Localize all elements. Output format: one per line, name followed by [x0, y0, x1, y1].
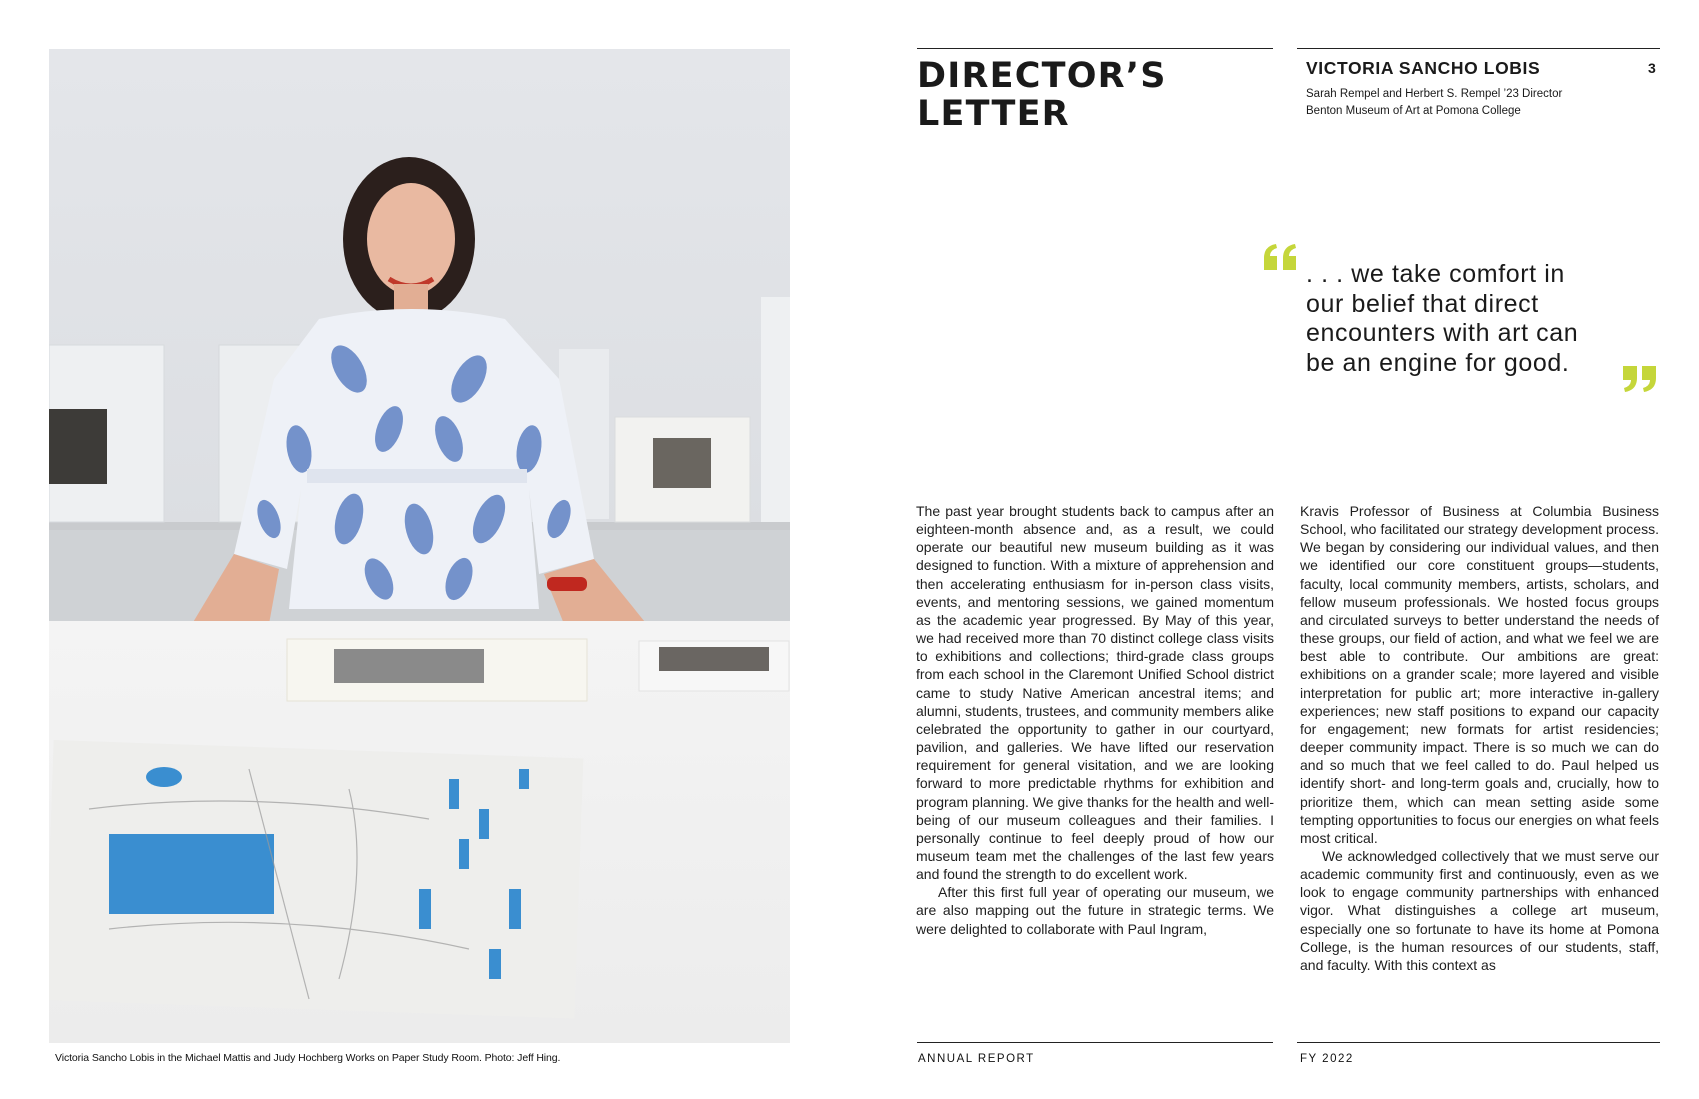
pull-quote-line4: be an engine for good. [1306, 348, 1570, 377]
portrait-illustration [49, 49, 790, 1043]
body-paragraph: Kravis Professor of Business at Columbia Business School, who facilitated our strategy development process. We began by considering our individual values, and then we identified our core constituent groups—students, faculty, local community members, artists, scholars, and fellow museum professionals. We hosted focus groups and circulated surveys to better understand the needs of these groups, our field of action, and what we feel we are best able to contribute. Our ambitions are great: exhibitions on a grander scale; more layered and visible interpretation for public art; more interactive in-gallery experiences; new staff positions to expand our capacity for engagement; new formats for artist residencies; deeper community impact. There is so much we can do and so much that we feel called to do. Paul helped us identify short- and long-term goals and, crucially, how to prioritize them, which can mean setting aside some tempting opportunities to focus our energies on what feels most critical. [1300, 503, 1659, 846]
pull-quote [1306, 260, 1656, 378]
pull-quote-line2: our belief that direct [1306, 289, 1539, 318]
author-name: VICTORIA SANCHO LOBIS [1306, 58, 1541, 78]
page-title-line2: LETTER [917, 94, 1070, 134]
footer-rule-right [1297, 1042, 1660, 1043]
author-title-line2: Benton Museum of Art at Pomona College [1306, 105, 1521, 117]
body-paragraph: We acknowledged collectively that we must serve our academic community first and continuously, even as we look to engage community partnerships with enhanced vigor. What distinguishes a college art museum, especially one so fortunate to have its home at Pomona College, is the human resources of our students, staff, and faculty. With this context as [1300, 847, 1659, 973]
photo-caption: Victoria Sancho Lobis in the Michael Mattis and Judy Hochberg Works on Paper Study Room. Photo: Jeff Hing. [55, 1052, 561, 1064]
body-paragraph: After this first full year of operating our museum, we are also mapping out the future in strategic terms. We were delighted to collaborate with Paul Ingram, [916, 884, 1274, 937]
director-portrait-photo [49, 49, 790, 1043]
page-title [917, 57, 1277, 133]
pull-quote-line3: encounters with art can [1306, 319, 1579, 347]
body-column-left [916, 502, 1274, 938]
header-rule-right [1297, 48, 1660, 49]
open-quote-icon [1262, 240, 1302, 280]
pull-quote-line1: . . . we take comfort in [1306, 260, 1565, 288]
page-number: 3 [1648, 60, 1656, 76]
body-column-right [1300, 502, 1659, 974]
footer-fiscal-year: FY 2022 [1300, 1053, 1354, 1065]
footer-rule-left [917, 1042, 1273, 1043]
page-title-line1: DIRECTOR’S [917, 56, 1167, 96]
header-rule-left [917, 48, 1273, 49]
footer-publication: ANNUAL REPORT [918, 1053, 1035, 1065]
author-title-line1: Sarah Rempel and Herbert S. Rempel ’23 Director [1306, 88, 1563, 100]
body-paragraph: The past year brought students back to campus after an eighteen-month absence and, as a result, we could operate our beautiful new museum building as it was designed to function. With a mixture of apprehension and then accelerating enthusiasm for in-person class visits, events, and mentoring sessions, we gained momentum as the academic year progressed. By May of this year, we had received more than 70 distinct college class visits to exhibitions and collections; third-grade class groups from each school in the Claremont Unified School district came to study Native American ancestral items; and alumni, students, trustees, and community members alike celebrated the opportunity to gather in our courtyard, pavilion, and galleries. We have lifted our reservation requirement for general visitation, and we are looking forward to more predictable rhythms for exhibition and program planning. We give thanks for the health and well-being of our museum colleagues and their families. I personally continue to feel deeply proud of how our museum team met the challenges of the last few years and found the strength to do excellent work. [916, 503, 1274, 883]
close-quote-icon [1618, 360, 1658, 400]
author-title [1306, 86, 1636, 120]
